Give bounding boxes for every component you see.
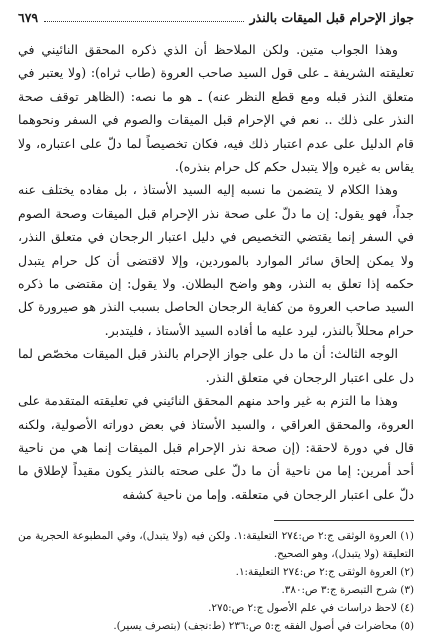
paragraph: وهذا الجواب متين. ولكن الملاحظ أن الذي ذكره المحقق النائيني في تعليقته الشريفة ـ على قول السيد صاحب العروة (طاب ثراه): (ولا يعتبر في متعلق النذر قبله ومع قطع النظر عنه) ـ هو ما نصه: (الظاهر توقف صحة النذر على ذلك .. نعم في الإحرام قبل الميقات والصوم في السفر ونحوهما قام الدليل على عدم اعتبار ذلك فيه، فكان تخصيصاً لما دلّ على اعتباره، ولا يقاس به غيره وإلا يتبدل حكم كل حرام بنذره). (18, 42, 414, 175)
paragraph: وهذا ما التزم به غير واحد منهم المحقق النائيني في تعليقته المتقدمة على العروة، والمحقق العراقي ، والسيد الأستاذ في بعض دوراته الأصولية، ولكنه قال في دورة لاحقة: (إن صحة نذر الإحرام قبل الميقات إنما هي من ناحية أحد أمرين: إما من ناحية أن ما دلّ على صحته بالنذر يكون مقيداً لإطلاق ما دلّ على اعتبار الرجحان في متعلقه. وإما من ناحية كشفه (18, 393, 414, 502)
footnote: (١) العروة الوثقى ج:٢ ص:٢٧٤ التعليقة:١. ولكن فيه (ولا يتبدل)، وفي المطبوعة الحجرية من التعليقة (ولا يتبدل)، وهو الصحيح. (18, 530, 414, 561)
footnotes (18, 527, 414, 635)
page-number: ٦٧٩ (18, 10, 39, 25)
footnote-separator (274, 520, 414, 521)
paragraph: وهذا الكلام لا يتضمن ما نسبه إليه السيد الأستاذ ، بل مفاده يختلف عنه جداً، فهو يقول: إن ما دلّ على صحة نذر الإحرام قبل الميقات وصحة الصوم في السفر إنما يقتضي التخصيص في دليل اعتبار الرجحان في متعلق النذر، ولا يمكن إلحاق سائر الموارد بالموردين، وإلا لاقتضى أن كل حرام يتبدل حكمه إذا تعلق به النذر، وهو واضح البطلان. ولا يقول: إن مقتضى ما ذكره السيد صاحب العروة من كفاية الرجحان الحاصل بسبب النذر هو صيرورة كل حرام محللاً بالنذر، ليرد عليه ما أفاده السيد الأستاذ ، فليتدبر. (18, 182, 414, 338)
main-text (18, 38, 414, 506)
header-dotted-leader (44, 20, 243, 22)
book-page (18, 10, 414, 632)
footnote: (٢) العروة الوثقى ج:٢ ص:٢٧٤ التعليقة:١. (235, 566, 414, 579)
running-header-title: جواز الإحرام قبل الميقات بالنذر (249, 10, 414, 25)
running-header (18, 10, 414, 32)
footnote: (٤) لاحظ دراسات في علم الأصول ج:٢ ص:٢٧٥. (208, 602, 414, 615)
footnote: (٣) شرح التبصرة ج:٣ ص:٣٨٠. (281, 584, 414, 597)
paragraph: الوجه الثالث: أن ما دل على جواز الإحرام بالنذر قبل الميقات مخصّص لما دل على اعتبار الرجحان في متعلق النذر. (18, 346, 414, 385)
footnote: (٥) محاضرات في أصول الفقه ج:٥ ص:٢٣٦ (ط:نجف) (بتصرف يسير). (113, 620, 414, 633)
